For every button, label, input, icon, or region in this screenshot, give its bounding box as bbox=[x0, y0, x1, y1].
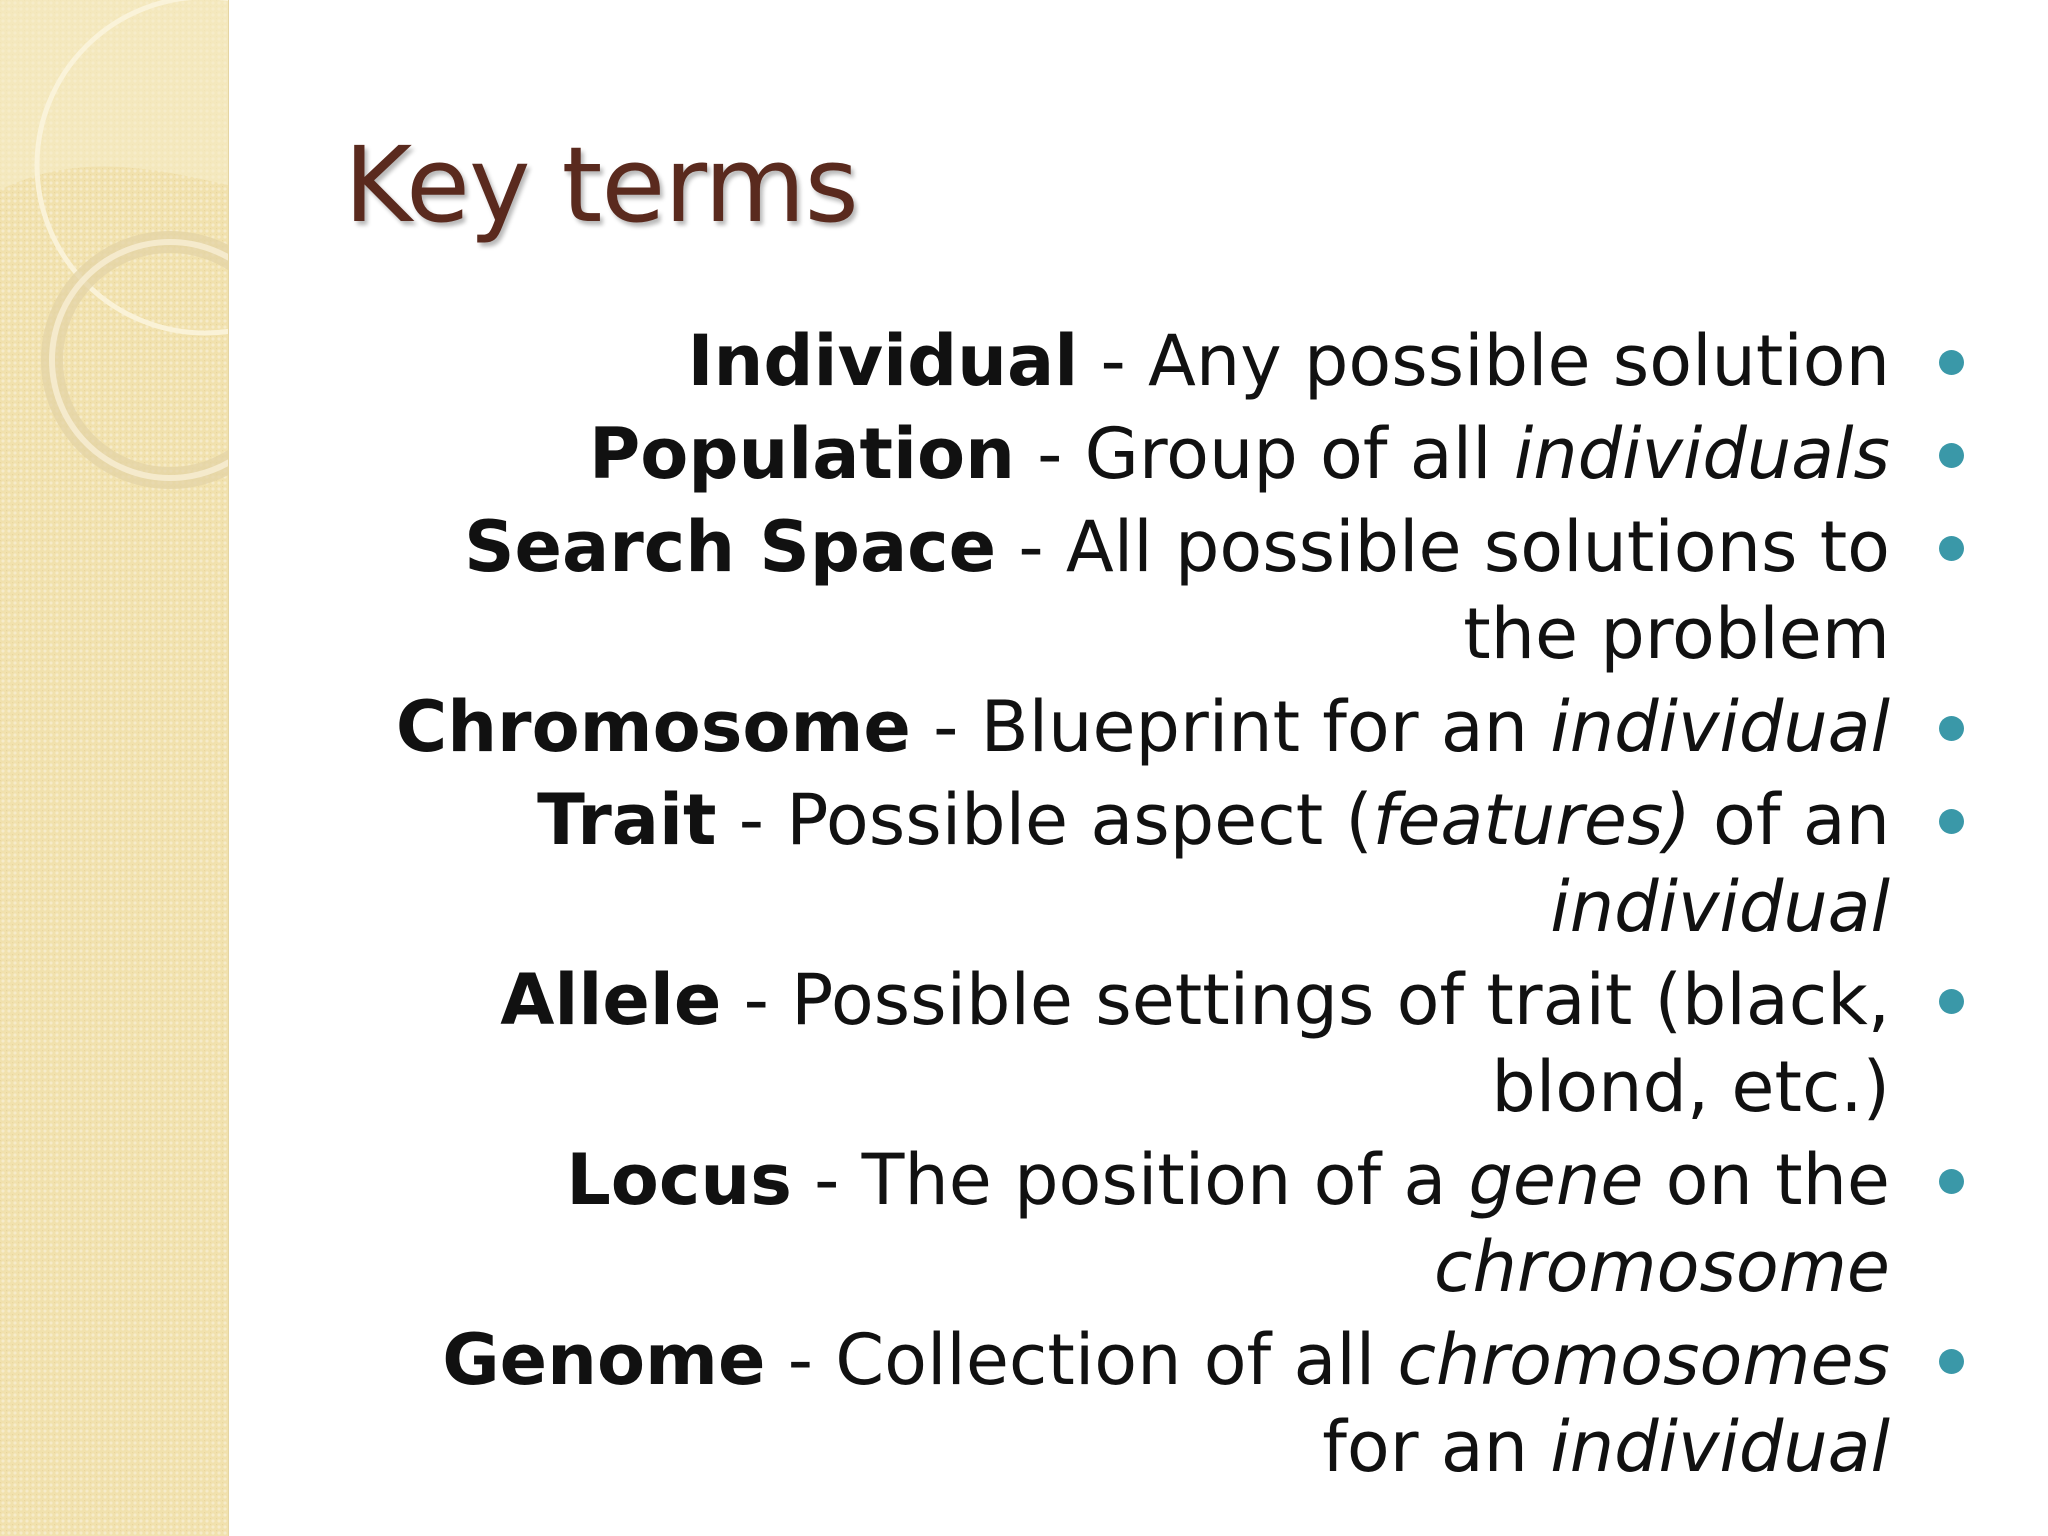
term-definition-emphasis: individuals bbox=[1513, 413, 1890, 495]
key-terms-list bbox=[330, 318, 1890, 1497]
term-definition: of an bbox=[1690, 779, 1890, 861]
term-definition: The position of a bbox=[861, 1139, 1469, 1221]
list-item bbox=[330, 957, 1890, 1131]
term-name: Trait bbox=[537, 779, 717, 861]
term-dash: - bbox=[791, 1139, 862, 1221]
term-definition: Blueprint for an bbox=[980, 686, 1551, 768]
term-definition: Possible aspect ( bbox=[786, 779, 1373, 861]
term-definition: on the bbox=[1643, 1139, 1890, 1221]
decorative-rings bbox=[0, 0, 228, 520]
term-definition-emphasis: gene bbox=[1468, 1139, 1644, 1221]
bullet-dot-icon bbox=[1939, 1349, 1964, 1374]
term-name: Search Space bbox=[464, 506, 997, 588]
bullet-dot-icon bbox=[1939, 443, 1964, 468]
term-definition: Group of all bbox=[1084, 413, 1514, 495]
term-definition-emphasis: individual bbox=[1550, 866, 1890, 948]
term-name: Locus bbox=[566, 1139, 792, 1221]
bullet-dot-icon bbox=[1939, 989, 1964, 1014]
bullet-dot-icon bbox=[1939, 809, 1964, 834]
list-item bbox=[330, 318, 1890, 405]
slide-title: Key terms bbox=[344, 124, 858, 246]
term-dash: - bbox=[910, 686, 981, 768]
list-item bbox=[330, 411, 1890, 498]
term-definition-emphasis: individual bbox=[1550, 1406, 1890, 1488]
bullet-dot-icon bbox=[1939, 350, 1964, 375]
term-definition-emphasis: chromosomes bbox=[1397, 1319, 1890, 1401]
list-item bbox=[330, 684, 1890, 771]
term-definition: Possible settings of trait (black, blond, etc.) bbox=[791, 959, 1890, 1128]
term-definition-emphasis: features) bbox=[1372, 779, 1691, 861]
term-name: Chromosome bbox=[395, 686, 911, 768]
list-item bbox=[330, 1317, 1890, 1491]
term-definition-emphasis: individual bbox=[1550, 686, 1890, 768]
term-name: Population bbox=[588, 413, 1015, 495]
term-name: Genome bbox=[442, 1319, 766, 1401]
term-dash: - bbox=[1014, 413, 1085, 495]
list-item bbox=[330, 504, 1890, 678]
term-dash: - bbox=[716, 779, 787, 861]
term-name: Allele bbox=[500, 959, 722, 1041]
term-definition: All possible solutions to the problem bbox=[1065, 506, 1890, 675]
bullet-dot-icon bbox=[1939, 716, 1964, 741]
term-dash: - bbox=[996, 506, 1066, 588]
list-item bbox=[330, 777, 1890, 951]
bullet-dot-icon bbox=[1939, 1169, 1964, 1194]
term-dash: - bbox=[721, 959, 792, 1041]
term-definition: Any possible solution bbox=[1148, 320, 1890, 402]
term-definition-emphasis: chromosome bbox=[1433, 1226, 1890, 1308]
term-definition: for an bbox=[1322, 1406, 1551, 1488]
term-name: Individual bbox=[687, 320, 1079, 402]
term-dash: - bbox=[1078, 320, 1149, 402]
bullet-dot-icon bbox=[1939, 536, 1964, 561]
term-definition: Collection of all bbox=[835, 1319, 1398, 1401]
term-dash: - bbox=[765, 1319, 836, 1401]
list-item bbox=[330, 1137, 1890, 1311]
